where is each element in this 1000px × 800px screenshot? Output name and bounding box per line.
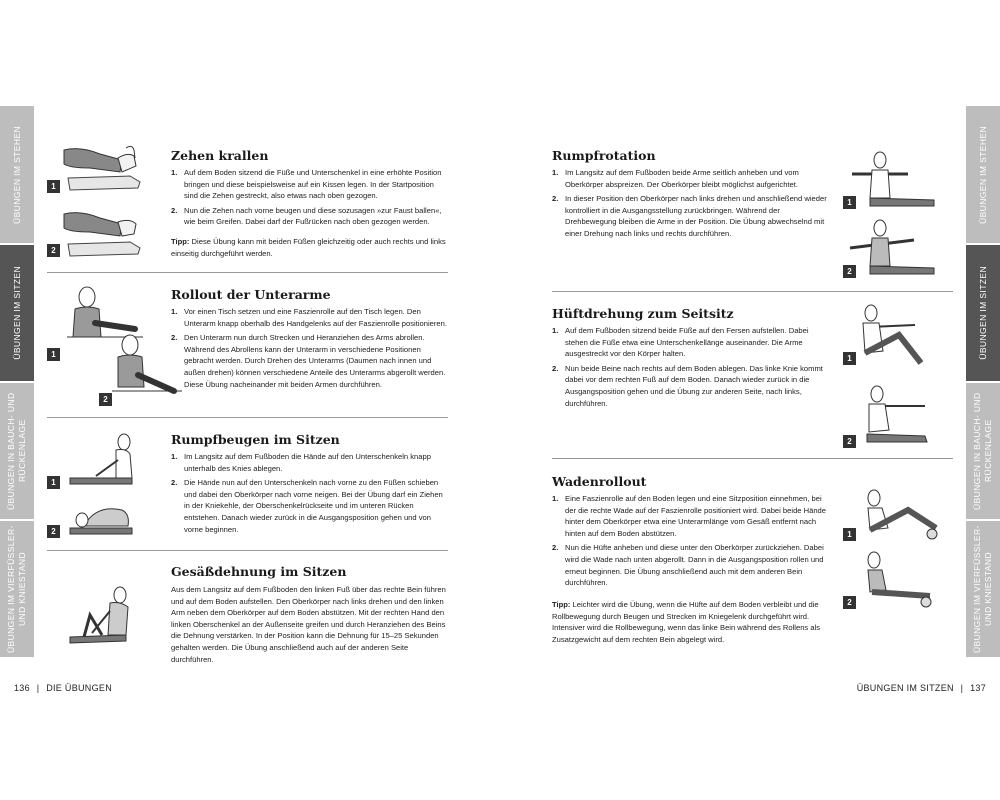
- hueftdrehung-illustration-1: [855, 303, 939, 373]
- side-tab-sitzen-left[interactable]: [0, 245, 34, 381]
- list-item: 2. Nun die Hüfte anheben und diese unter den Oberkörper zurückziehen. Dabei wird die Wade nach unten abgerollt. Dann in die Ausgangsposition rollen und erneut beginnen. Die Übung anschließend auch mit dem anderen Bein durchführen.: [552, 543, 824, 588]
- rumpfrotation-illustration-2: [848, 218, 940, 280]
- step-badge-1: 1: [843, 528, 856, 541]
- step-badge-2: 2: [47, 525, 60, 538]
- side-tab-label: ÜBUNGEN IM STEHEN: [11, 125, 22, 224]
- wadenrollout-illustration-1: [858, 488, 942, 544]
- section-divider: [47, 550, 448, 551]
- side-tab-bauch-left[interactable]: [0, 383, 34, 519]
- chapter-label: ÜBUNGEN IM SITZEN: [856, 683, 954, 693]
- gesaessdehnung-illustration: [62, 585, 142, 647]
- rumpfbeugen-illustration-1: [66, 432, 144, 492]
- list-item: 2. Den Unterarm nun durch Strecken und Heranziehen des Arms abrollen. Während des Abrollens kann der Unterarm in verschiedene Positionen gebracht werden. Durch Drehen des Unterarms (Daumen nach innen und außen drehen) können verschiedene Anteile des Unterarms abgerollt werden. Diese Übung nacheinander mit beiden Armen durchführen.: [171, 333, 446, 389]
- section-divider: [47, 272, 448, 273]
- section-title: Gesäßdehnung im Sitzen: [171, 564, 347, 579]
- side-tab-bauch-right[interactable]: [966, 383, 1000, 519]
- zehen-krallen-illustration-2: [60, 200, 148, 260]
- step-badge-1: 1: [47, 180, 60, 193]
- side-tab-label: ÜBUNGEN IN BAUCH- UND RÜCKENLAGE: [6, 392, 27, 510]
- section-title: Zehen krallen: [171, 148, 269, 163]
- step-badge-1: 1: [47, 348, 60, 361]
- step-list: [552, 493, 832, 592]
- section-title: Rollout der Unterarme: [171, 287, 331, 302]
- tip-text: Tipp: Leichter wird die Übung, wenn die Hüfte auf dem Boden verbleibt und die Rollbewegung durch Beugen und Strecken im Kniegelenk durchgeführt wird. Intensiver wird die Rollbewegung, wenn das linke Bein während des Rollens als Zusatzgewicht auf dem rechten Bein abgelegt wird.: [552, 600, 821, 644]
- side-tab-label: ÜBUNGEN IM SITZEN: [977, 266, 988, 360]
- list-item: 2. In dieser Position den Oberkörper nach links drehen und anschließend wieder kontrolliert in die Ausgangsstellung zurückbringen. Während der Drehbewegung bleiben die Arme in der Position. Die Übung abwechselnd mit einer Drehung nach links und rechts durchführen.: [552, 194, 827, 238]
- section-title: Rumpfbeugen im Sitzen: [171, 432, 340, 447]
- step-badge-2: 2: [99, 393, 112, 406]
- section-divider: [552, 291, 953, 292]
- step-list: [552, 325, 832, 412]
- page-footer-right: ÜBUNGEN IM SITZEN | 137: [856, 683, 986, 693]
- section-title: Rumpfrotation: [552, 148, 656, 163]
- side-tab-label: ÜBUNGEN IM SITZEN: [11, 266, 22, 360]
- step-badge-2: 2: [843, 435, 856, 448]
- list-item: 1. Vor einen Tisch setzen und eine Faszienrolle auf den Tisch legen. Den Unterarm knapp oberhalb des Handgelenks auf der Faszienrolle positionieren.: [171, 307, 447, 328]
- side-tab-label: ÜBUNGEN IM VIERFÜSSLER- UND KNIESTAND: [972, 525, 993, 653]
- section-title: Hüftdrehung zum Seitsitz: [552, 306, 734, 321]
- rumpfrotation-illustration-1: [848, 150, 940, 212]
- list-item: 2. Die Hände nun auf den Unterschenkeln nach vorne zu den Füßen schieben und dabei den Oberkörper nach vorne neigen. Bei der Übung darf ein Ziehen in der Kniekehle, der Oberschenkelrückseite und im unteren Rücken entstehen. Danach wieder zurück in die Ausgangsposition gehen und von vorne beginnen.: [171, 478, 443, 534]
- wadenrollout-illustration-2: [858, 550, 942, 610]
- list-item: 1. Im Langsitz auf dem Fußboden beide Arme seitlich anheben und vom Oberkörper abspreizen. Der Oberkörper bleibt möglichst aufgerichtet.: [552, 168, 799, 189]
- side-tab-vierfuessler-right[interactable]: [966, 521, 1000, 657]
- list-item: 1. Auf dem Boden sitzend die Füße und Unterschenkel in eine erhöhte Position bringen und diese beispielsweise auf ein Kissen legen. In der Startposition sind die Zehen gestreckt, also etwas nach oben gezogen.: [171, 168, 442, 201]
- side-tab-label: ÜBUNGEN IM STEHEN: [977, 125, 988, 224]
- rumpfbeugen-illustration-2: [66, 498, 144, 538]
- tip-text: Tipp: Diese Übung kann mit beiden Füßen gleichzeitig oder auch rechts und links einseitig durchgeführt werden.: [171, 237, 446, 258]
- list-item: 1. Im Langsitz auf dem Fußboden die Hände auf den Unterschenkeln knapp unterhalb des Knies ablegen.: [171, 452, 431, 473]
- step-badge-2: 2: [843, 596, 856, 609]
- step-list: [171, 451, 448, 538]
- step-badge-2: 2: [843, 265, 856, 278]
- step-list: [171, 306, 448, 393]
- side-tab-stehen-right[interactable]: [966, 106, 1000, 243]
- side-tab-stehen-left[interactable]: [0, 106, 34, 243]
- page-number: 137: [970, 683, 986, 693]
- side-tab-vierfuessler-left[interactable]: [0, 521, 34, 657]
- hueftdrehung-illustration-2: [855, 384, 939, 450]
- step-badge-2: 2: [47, 244, 60, 257]
- side-tab-label: ÜBUNGEN IN BAUCH- UND RÜCKENLAGE: [972, 392, 993, 510]
- side-tab-label: ÜBUNGEN IM VIERFÜSSLER- UND KNIESTAND: [6, 525, 27, 653]
- list-item: 1. Eine Faszienrolle auf den Boden legen und eine Sitzposition einnehmen, bei der die rechte Wade auf der Faszienrolle positioniert wird. Dabei beide Hände hinter dem Oberkörper etwa eine Unterarmlänge vom Gesäß entfernt nach hinten auf dem Boden abstützen.: [552, 494, 827, 538]
- step-badge-1: 1: [843, 196, 856, 209]
- chapter-label: DIE ÜBUNGEN: [46, 683, 112, 693]
- page-footer-left: 136 | DIE ÜBUNGEN: [14, 683, 112, 693]
- section-paragraph: Aus dem Langsitz auf dem Fußboden den linken Fuß über das rechte Bein führen und auf dem Boden aufstellen. Den Oberkörper nach links drehen und den linken Arm neben dem Oberkörper auf dem Boden abstützen. Mit der rechten Hand den linken Oberschenkel an der Außenseite greifen und durch Heranziehen des Beins die Dehnung verstärken. In der Position kann die Dehnung für 15–25 Sekunden gehalten werden. Die Übung anschließend auch auf der anderen Seite durchführen.: [171, 585, 446, 664]
- section-title: Wadenrollout: [552, 474, 647, 489]
- list-item: 1. Auf dem Fußboden sitzend beide Füße auf den Fersen aufstellen. Dabei stehen die Füße etwa eine Unterschenkellänge auseinander. Die Arme ausgestreckt vor den Körper halten.: [552, 326, 809, 359]
- list-item: 2. Nun die Zehen nach vorne beugen und diese sozusagen »zur Faust ballen«, wie beim Greifen. Dabei darf der Fußrücken nach oben gezogen werden.: [171, 205, 442, 227]
- zehen-krallen-illustration-1: [60, 138, 148, 193]
- step-list: [171, 167, 448, 231]
- step-badge-1: 1: [843, 352, 856, 365]
- step-badge-1: 1: [47, 476, 60, 489]
- section-divider: [552, 458, 953, 459]
- section-divider: [47, 417, 448, 418]
- list-item: 2. Nun beide Beine nach rechts auf dem Boden ablegen. Das linke Knie kommt dabei vor dem rechten Fuß auf dem Boden. Danach wieder zurück in die Ausgangsposition gehen und die Übung zur anderen Seite, nach links, durchführen.: [552, 363, 823, 408]
- page-number: 136: [14, 683, 30, 693]
- step-list: [552, 167, 832, 243]
- side-tab-sitzen-right[interactable]: [966, 245, 1000, 381]
